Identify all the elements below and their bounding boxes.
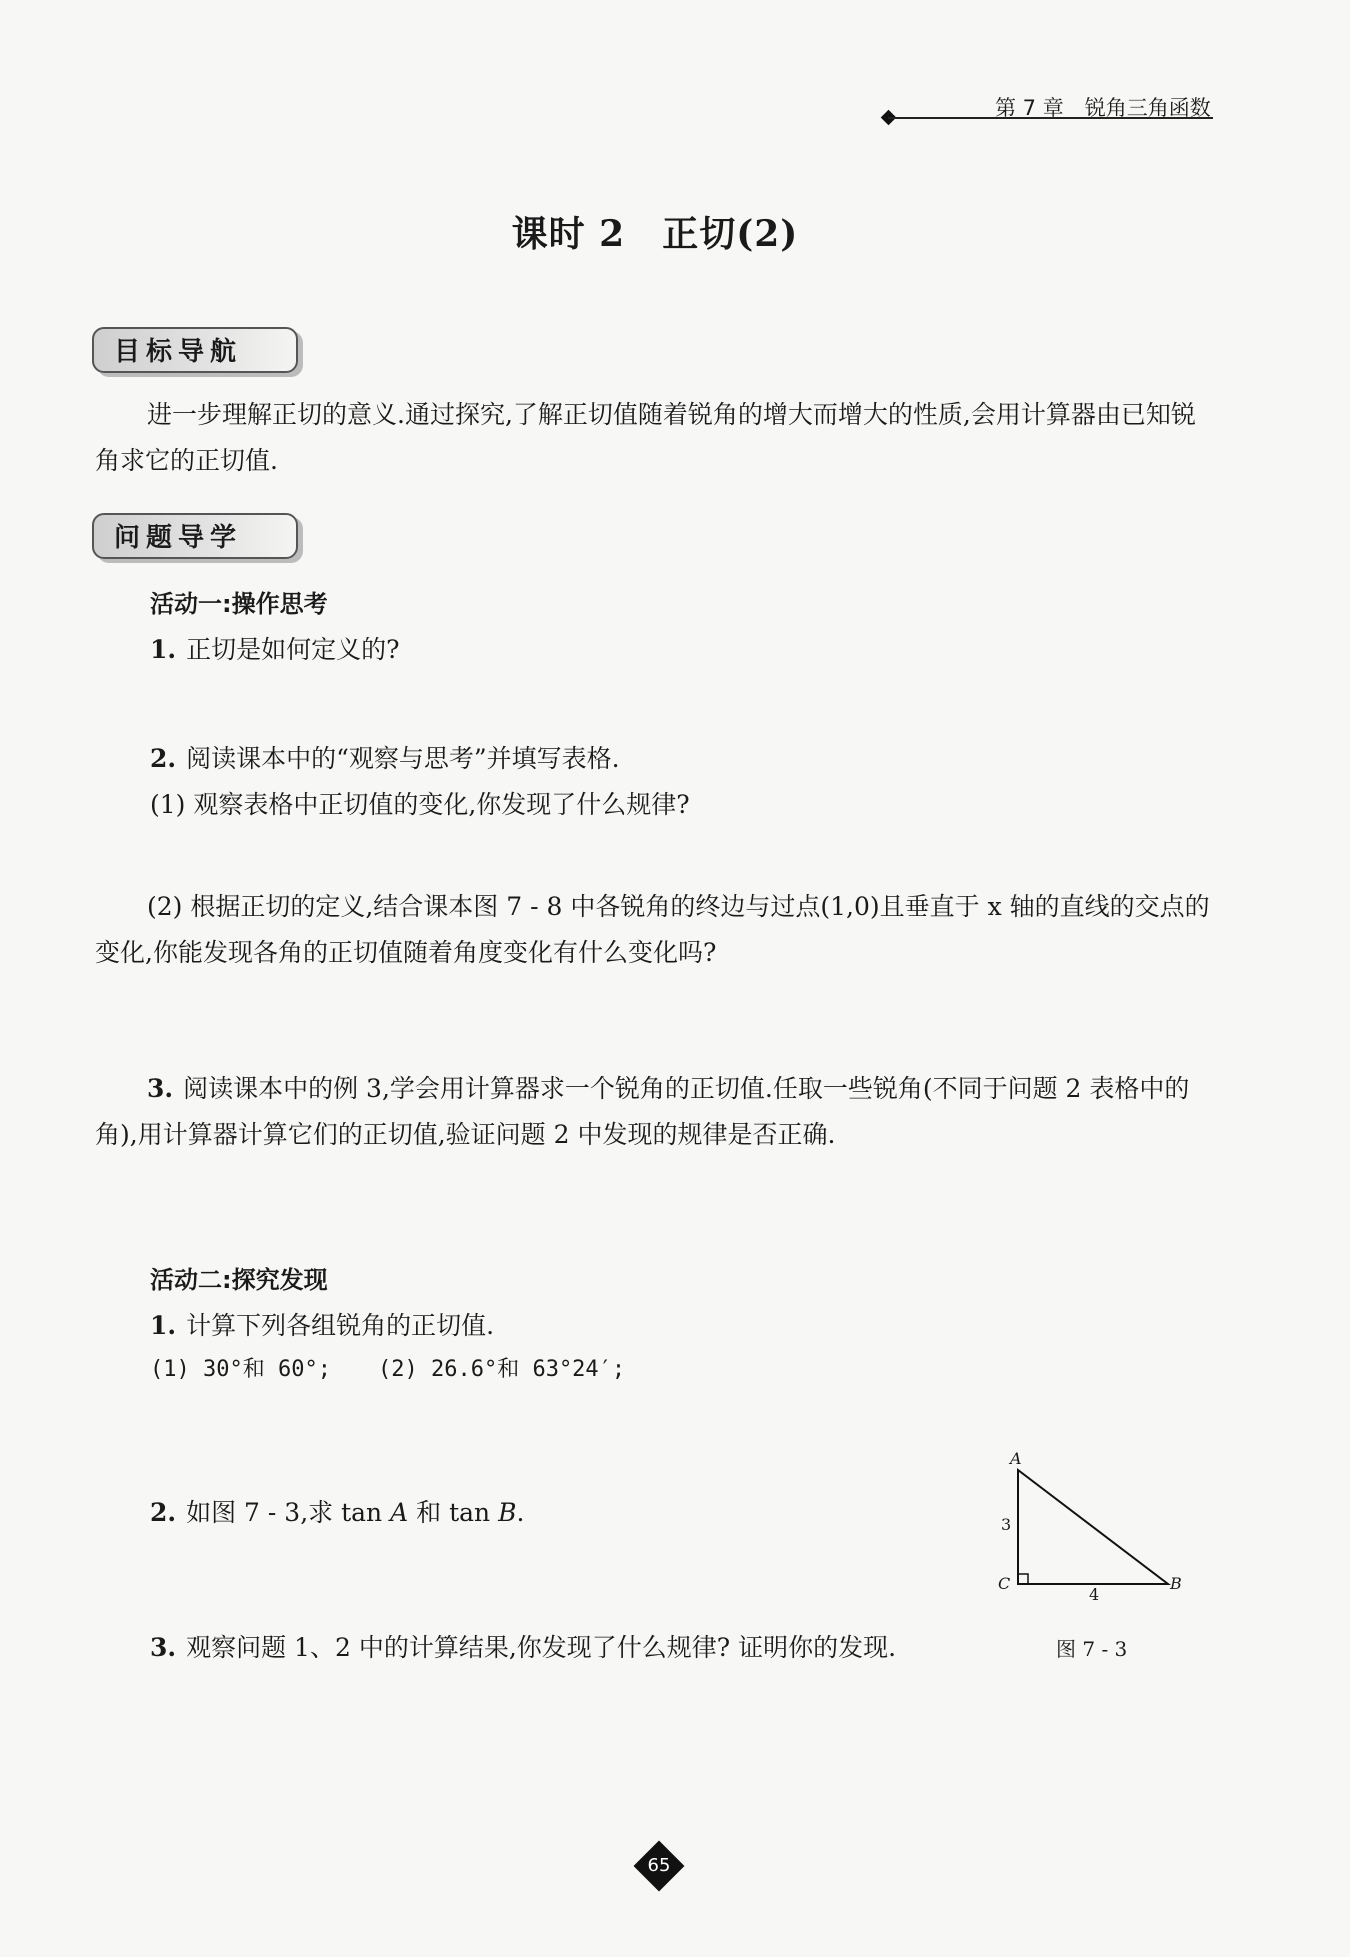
activity2-title: 活动二:探究发现 <box>150 1266 328 1294</box>
question-text: 正切是如何定义的? <box>186 635 400 664</box>
question-number: 3. <box>150 1633 177 1662</box>
activity2-q1-sub1: (1) 30°和 60°; <box>150 1357 331 1382</box>
variable-b: B <box>498 1498 517 1527</box>
question-text-post: . <box>516 1498 525 1527</box>
question-number: 2. <box>150 1498 177 1527</box>
side-length-ac: 3 <box>1001 1515 1012 1534</box>
activity2-q3 <box>150 1628 896 1664</box>
figure-caption: 图 7 - 3 <box>1056 1637 1128 1661</box>
vertex-label-b: B <box>1170 1574 1182 1593</box>
activity2-q1 <box>150 1306 494 1342</box>
activity1-q2-sub2: (2) 根据正切的定义,结合课本图 7 - 8 中各锐角的终边与过点(1,0)且垂直于 x 轴的直线的交点的变化,你能发现各角的正切值随着角度变化有什么变化吗? <box>95 892 1210 967</box>
activity1-q1 <box>150 630 400 666</box>
question-number: 1. <box>150 635 177 664</box>
question-text: 阅读课本中的“观察与思考”并填写表格. <box>186 744 620 773</box>
question-number: 3. <box>147 1074 174 1103</box>
question-text: 观察问题 1、2 中的计算结果,你发现了什么规律? 证明你的发现. <box>186 1633 897 1662</box>
activity1-q2 <box>150 739 620 775</box>
page-title: 课时 2 正切(2) <box>511 213 799 255</box>
question-number: 2. <box>150 744 177 773</box>
activity1-q3 <box>95 1066 1217 1158</box>
page-number: 65 <box>647 1855 671 1876</box>
activity2-q2 <box>150 1493 524 1529</box>
activity1-q2-sub1: (1) 观察表格中正切值的变化,你发现了什么规律? <box>150 790 690 819</box>
section-tab-goal: 目标导航 <box>92 327 298 373</box>
right-angle-marker <box>1018 1574 1028 1584</box>
activity1-title: 活动一:操作思考 <box>150 590 328 618</box>
variable-a: A <box>390 1498 409 1527</box>
chapter-header: 第 7 章 锐角三角函数 <box>995 96 1211 120</box>
activity2-q1-sub2: (2) 26.6°和 63°24′; <box>378 1357 626 1382</box>
triangle-shape <box>1018 1470 1168 1584</box>
goal-text: 进一步理解正切的意义.通过探究,了解正切值随着锐角的增大而增大的性质,会用计算器由已知锐角求它的正切值. <box>95 400 1196 475</box>
question-number: 1. <box>150 1311 177 1340</box>
vertex-label-a: A <box>1010 1449 1022 1468</box>
question-text-pre: 如图 7 - 3,求 tan <box>186 1498 391 1527</box>
section-tab-guide: 问题导学 <box>92 513 298 559</box>
side-length-cb: 4 <box>1089 1585 1100 1604</box>
question-text: 计算下列各组锐角的正切值. <box>186 1311 495 1340</box>
question-text: 阅读课本中的例 3,学会用计算器求一个锐角的正切值.任取一些锐角(不同于问题 2 表格中的角),用计算器计算它们的正切值,验证问题 2 中发现的规律是否正确. <box>95 1074 1190 1149</box>
question-text-mid: 和 tan <box>408 1498 499 1527</box>
vertex-label-c: C <box>998 1574 1011 1593</box>
